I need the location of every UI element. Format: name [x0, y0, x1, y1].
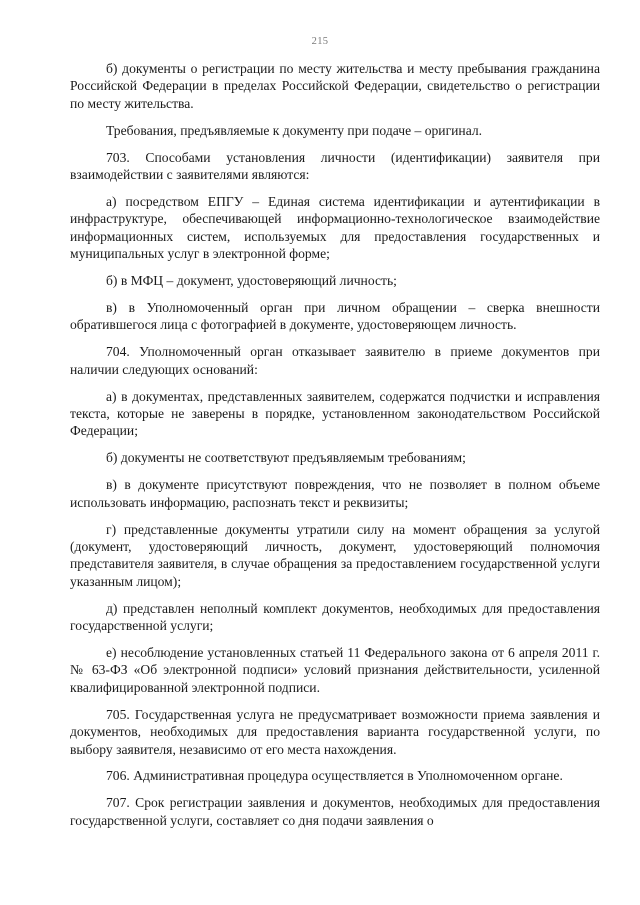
paragraph-705: 705. Государственная услуга не предусматривает возможности приема заявления и документов, необходимых для предоставления варианта государственной услуги, по выбору заявителя, независимо от его места нахождения.	[70, 706, 600, 757]
paragraph-703-v: в) в Уполномоченный орган при личном обращении – сверка внешности обратившегося лица с фотографией в документе, удостоверяющем личность.	[70, 299, 600, 333]
paragraph-704-d: д) представлен неполный комплект документов, необходимых для предоставления государственной услуги;	[70, 600, 600, 634]
paragraph-704-v: в) в документе присутствуют повреждения, что не позволяет в полном объеме использовать информацию, распознать текст и реквизиты;	[70, 477, 600, 510]
paragraph-704-g: г) представленные документы утратили силу на момент обращения за услугой (документ, удостоверяющий личность, документ, удостоверяющий полномочия представителя заявителя, в случае обращения за предоставлением государственной услуги указанным лицом);	[70, 521, 600, 589]
paragraph-requirements-original: Требования, предъявляемые к документу при подаче – оригинал.	[106, 122, 483, 138]
paragraph-b-registration-documents: б) документы о регистрации по месту жительства и месту пребывания гражданина Российской Федерации в пределах Российской Федерации, свидетельство о регистрации по месту жительства.	[70, 61, 600, 111]
paragraph-704-b: б) документы не соответствуют предъявляемым требованиям;	[106, 450, 466, 466]
paragraph-703-a: а) посредством ЕПГУ – Единая система идентификации и аутентификации в инфраструктуре, обеспечивающей информационно-технологическое взаимодействие информационных систем, используемых для предоставления государственных и муниципальных услуг в электронной форме;	[70, 193, 600, 262]
document-body	[70, 60, 600, 829]
paragraph-703: 703. Способами установления личности (идентификации) заявителя при взаимодействии с заявителями являются:	[70, 149, 600, 183]
paragraph-704-e: е) несоблюдение установленных статьей 11 Федерального закона от 6 апреля 2011 г. № 63-ФЗ «Об электронной подписи» условий признания действительности, усиленной квалифицированной электронной подписи.	[70, 644, 600, 695]
paragraph-706: 706. Административная процедура осуществляется в Уполномоченном органе.	[106, 768, 563, 784]
paragraph-707: 707. Срок регистрации заявления и документов, необходимых для предоставления государственной услуги, составляет со дня подачи заявления о	[70, 795, 600, 828]
page-number: 215	[311, 36, 329, 47]
paragraph-704: 704. Уполномоченный орган отказывает заявителю в приеме документов при наличии следующих оснований:	[70, 344, 600, 377]
paragraph-703-b: б) в МФЦ – документ, удостоверяющий личность;	[106, 273, 397, 289]
paragraph-704-a: а) в документах, представленных заявителем, содержатся подчистки и исправления текста, которые не заверены в порядке, установленном законодательством Российской Федерации;	[70, 388, 600, 439]
